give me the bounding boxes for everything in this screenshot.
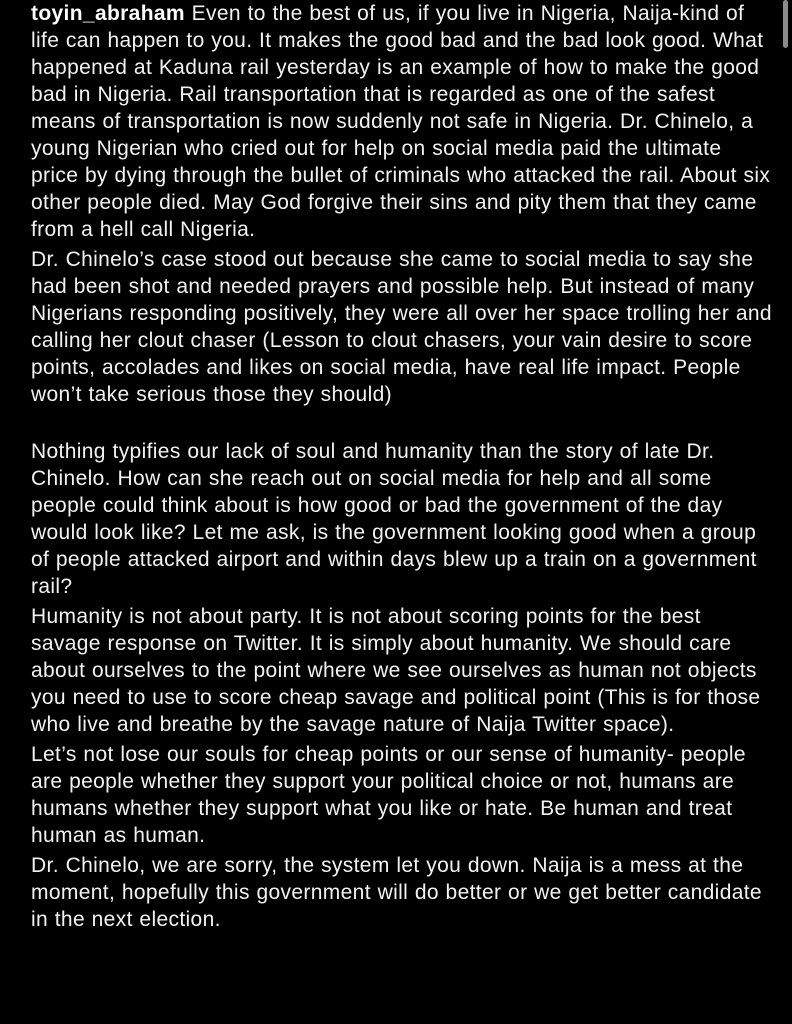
caption-paragraph-1: [31, 0, 775, 243]
caption-paragraph-6: Dr. Chinelo, we are sorry, the system let you down. Naija is a mess at the moment, hopefully this government will do better or we get better candidate in the next election.: [31, 854, 762, 931]
username-link[interactable]: toyin_abraham: [31, 2, 185, 25]
scrollbar-thumb[interactable]: [783, 0, 788, 48]
caption-text-1: Even to the best of us, if you live in Nigeria, Naija-kind of life can happen to you. It makes the good bad and the bad look good. What happened at Kaduna rail yesterday is an example of how to make the good bad in Nigeria. Rail transportation that is regarded as one of the safest means of transportation is now suddenly not safe in Nigeria. Dr. Chinelo, a young Nigerian who cried out for help on social media paid the ultimate price by dying through the bullet of criminals who attacked the rail. About six other people died. May God forgive their sins and pity them that they came from a hell call Nigeria.: [31, 2, 771, 241]
caption-paragraph-3: Nothing typifies our lack of soul and humanity than the story of late Dr. Chinelo. How can she reach out on social media for help and all some people could think about is how good or bad the government of the day would look like? Let me ask, is the government looking good when a group of people attacked airport and within days blew up a train on a government rail?: [31, 440, 757, 598]
caption-paragraph-4: Humanity is not about party. It is not about scoring points for the best savage response on Twitter. It is simply about humanity. We should care about ourselves to the point where we see ourselves as human not objects you need to use to score cheap savage and political point (This is for those who live and breathe by the savage nature of Naija Twitter space).: [31, 605, 761, 736]
caption-paragraph-2: Dr. Chinelo’s case stood out because she came to social media to say she had been shot and needed prayers and possible help. But instead of many Nigerians responding positively, they were all over her space trolling her and calling her clout chaser (Lesson to clout chasers, your vain desire to score points, accolades and likes on social media, have real life impact. People won’t take serious those they should): [31, 248, 772, 406]
caption-paragraph-5: Let’s not lose our souls for cheap points or our sense of humanity- people are people whether they support your political choice or not, humans are humans whether they support what you like or hate. Be human and treat human as human.: [31, 743, 746, 847]
post-caption: [31, 0, 775, 936]
